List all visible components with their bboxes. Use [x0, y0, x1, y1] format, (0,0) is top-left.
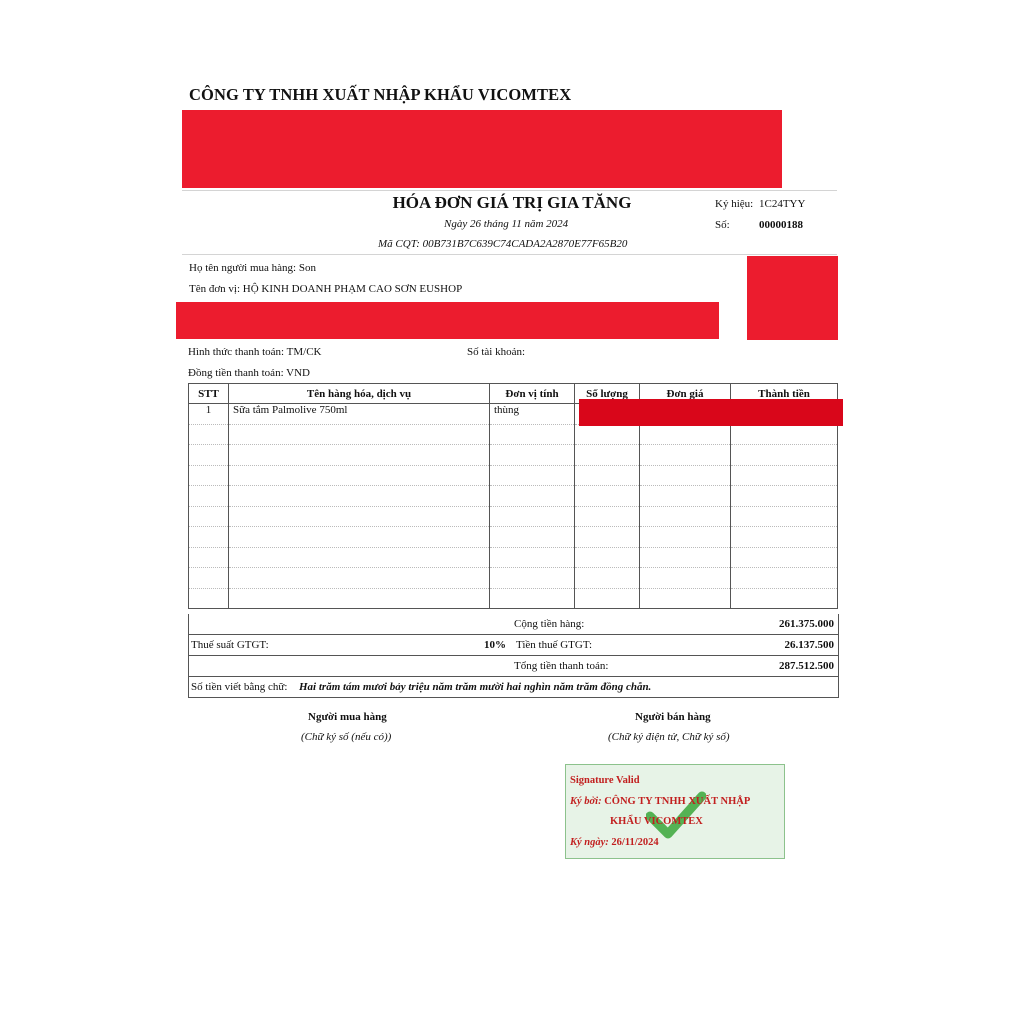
redacted-qr-code	[747, 256, 838, 340]
subtotal-value: 261.375.000	[779, 618, 834, 630]
signed-date-value: 26/11/2024	[611, 837, 659, 848]
redacted-buyer-address	[176, 302, 719, 339]
subtotal-label: Cộng tiền hàng:	[514, 618, 585, 630]
table-row-empty	[189, 465, 838, 486]
buyer-name: Họ tên người mua hàng: Son	[189, 262, 316, 274]
seller-company-name: CÔNG TY TNHH XUẤT NHẬP KHẨU VICOMTEX	[189, 85, 572, 104]
invoice-cqt-code: Mã CQT: 00B731B7C639C74CADA2A2870E77F65B20	[378, 238, 628, 250]
currency: Đồng tiền thanh toán: VND	[188, 367, 311, 379]
title-divider	[182, 254, 837, 255]
vat-row	[188, 635, 839, 656]
symbol-value: 1C24TYY	[759, 198, 806, 210]
table-row-empty	[189, 588, 838, 609]
grand-total-row	[188, 656, 839, 677]
header-item-name: Tên hàng hóa, dịch vụ	[229, 384, 490, 404]
signature-status: Signature Valid	[570, 775, 640, 786]
invoice-title: HÓA ĐƠN GIÁ TRỊ GIA TĂNG	[392, 193, 632, 212]
header-unit: Đơn vị tính	[490, 384, 575, 404]
vat-rate-value: 10%	[484, 639, 506, 651]
buyer-unit: Tên đơn vị: HỘ KINH DOANH PHẠM CAO SƠN EUSHOP	[189, 283, 463, 295]
subtotal-row	[188, 614, 839, 635]
signed-by-line1: CÔNG TY TNHH XUẤT NHẬP	[604, 796, 751, 807]
header-stt: STT	[189, 384, 229, 404]
table-row-empty	[189, 506, 838, 527]
amount-in-words-label: Số tiền viết bằng chữ:	[191, 681, 288, 693]
row-unit: thùng	[490, 404, 575, 425]
signed-by	[570, 796, 750, 807]
payment-method: Hình thức thanh toán: TM/CK	[188, 346, 322, 358]
signed-date-label: Ký ngày:	[570, 837, 609, 848]
buyer-signature-title: Người mua hàng	[308, 711, 387, 723]
redacted-price-info	[579, 399, 843, 426]
header-divider	[182, 190, 837, 191]
row-item-name: Sữa tắm Palmolive 750ml	[229, 404, 490, 425]
grand-total-label: Tổng tiền thanh toán:	[514, 660, 609, 672]
buyer-signature-note: (Chữ ký số (nếu có))	[301, 731, 392, 743]
invoice-date: Ngày 26 tháng 11 năm 2024	[444, 218, 569, 230]
vat-amount-label: Tiền thuế GTGT:	[516, 639, 593, 651]
row-stt: 1	[189, 404, 229, 425]
header-unit-price: Đơn giá	[640, 384, 731, 404]
redacted-seller-info	[182, 110, 782, 188]
signed-by-label: Ký bởi:	[570, 796, 602, 807]
vat-rate-label: Thuế suất GTGT:	[191, 639, 269, 651]
seller-signature-note: (Chữ ký điện tử, Chữ ký số)	[608, 731, 730, 743]
symbol-label: Ký hiệu:	[715, 198, 754, 210]
table-row-empty	[189, 424, 838, 445]
signed-date	[570, 837, 659, 848]
digital-signature-box	[565, 764, 785, 859]
table-row-empty	[189, 486, 838, 507]
account-number: Số tài khoản:	[467, 346, 526, 358]
table-row-empty	[189, 568, 838, 589]
number-label: Số:	[715, 219, 730, 231]
table-row-empty	[189, 547, 838, 568]
header-amount: Thành tiền	[731, 384, 838, 404]
signed-by-line2: KHẨU VICOMTEX	[610, 816, 703, 827]
table-row-empty	[189, 445, 838, 466]
header-quantity: Số lượng	[575, 384, 640, 404]
amount-in-words-row	[188, 677, 839, 698]
seller-signature-title: Người bán hàng	[635, 711, 711, 723]
vat-amount-value: 26.137.500	[784, 639, 834, 651]
amount-in-words-value: Hai trăm tám mươi bảy triệu năm trăm mười hai nghìn năm trăm đồng chẵn.	[299, 681, 652, 693]
table-row-empty	[189, 527, 838, 548]
grand-total-value: 287.512.500	[779, 660, 834, 672]
number-value: 00000188	[759, 219, 803, 231]
